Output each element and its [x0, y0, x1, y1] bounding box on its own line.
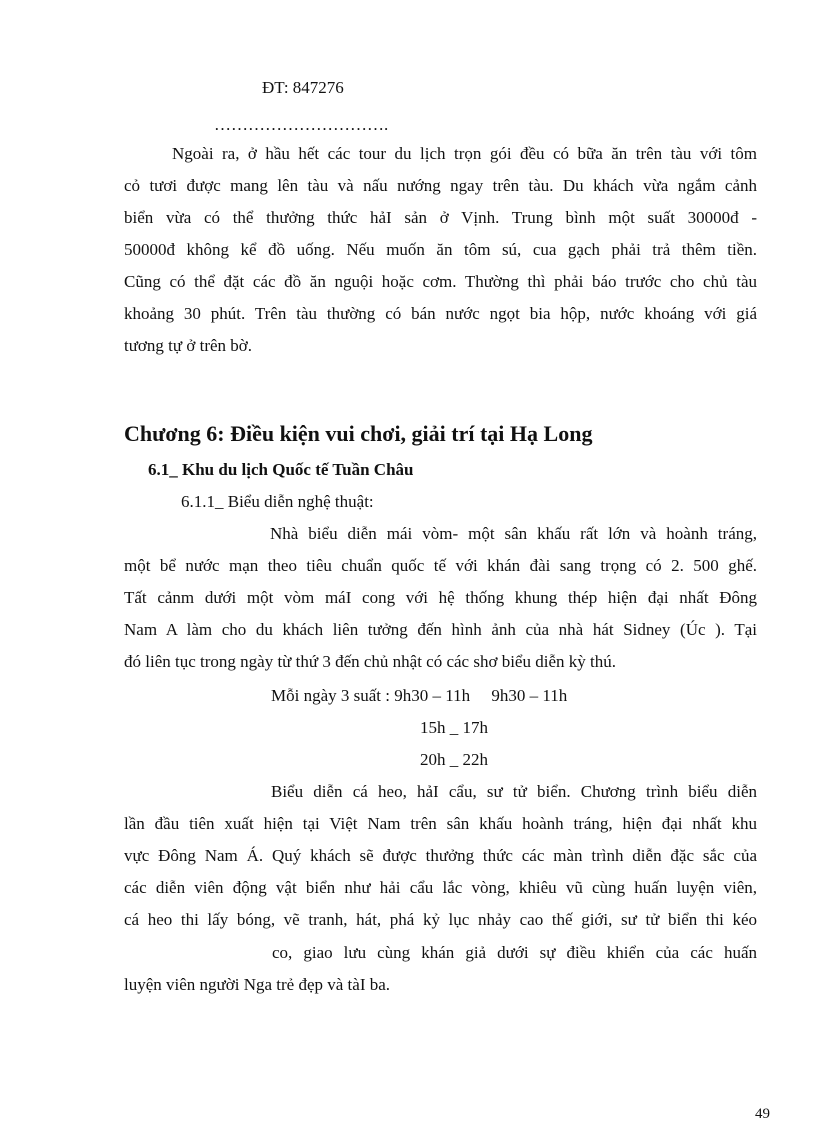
contact-phone: ĐT: 847276 [262, 78, 344, 97]
schedule-line-3: 20h _ 22h [420, 750, 488, 769]
para3-line-1: Biểu diễn cá heo, hảI cẩu, sư tử biển. Chương trình biểu diễn [271, 782, 757, 801]
para3-line-4: các diễn viên động vật biển như hải cẩu lắc vòng, khiêu vũ cùng huấn luyện viên, [124, 878, 757, 897]
schedule-line-1: Mỗi ngày 3 suất : 9h30 – 11h 9h30 – 11h [271, 686, 568, 705]
schedule-line-2: 15h _ 17h [420, 718, 488, 737]
para1-line-2: cỏ tươi được mang lên tàu và nấu nướng ngay trên tàu. Du khách vừa ngắm cảnh [124, 176, 757, 195]
chapter-title: Chương 6: Điều kiện vui chơi, giải trí tại Hạ Long [124, 421, 593, 446]
para3-line-5: cá heo thi lấy bóng, vẽ tranh, hát, phá kỷ lục nhảy cao thế giới, sư tử biển thi kéo [124, 910, 757, 929]
para3-line-3: vực Đông Nam Á. Quý khách sẽ được thưởng thức các màn trình diễn đặc sắc của [124, 846, 757, 865]
page-number: 49 [755, 1106, 770, 1122]
para3-line-7: luyện viên người Nga trẻ đẹp và tàI ba. [124, 975, 391, 994]
para1-line-7: tương tự ở trên bờ. [124, 336, 253, 355]
contact-dots: …………………………. [214, 115, 389, 134]
para1-line-1: Ngoài ra, ở hầu hết các tour du lịch trọn gói đều có bữa ăn trên tàu với tôm [172, 144, 757, 163]
para1-line-5: Cũng có thể đặt các đồ ăn nguội hoặc cơm. Thường thì phải báo trước cho chủ tàu [124, 272, 757, 291]
para3-line-6: co, giao lưu cùng khán giả dưới sự điều khiển của các huấn [272, 943, 757, 962]
para2-line-1: Nhà biểu diễn mái vòm- một sân khấu rất lớn và hoành tráng, [270, 524, 757, 543]
para2-line-3: Tất cảnm dưới một vòm máI cong với hệ thống khung thép hiện đại nhất Đông [124, 588, 757, 607]
para3-line-2: lần đầu tiên xuất hiện tại Việt Nam trên sân khấu hoành tráng, hiện đại nhất khu [124, 814, 757, 833]
section-title: 6.1_ Khu du lịch Quốc tế Tuần Châu [148, 460, 414, 479]
para1-line-3: biển vừa có thể thưởng thức hảI sản ở Vịnh. Trung bình một suất 30000đ - [124, 208, 757, 227]
para1-line-4: 50000đ không kể đồ uống. Nếu muốn ăn tôm sú, cua gạch phải trả thêm tiền. [124, 240, 757, 259]
para2-line-2: một bể nước mạn theo tiêu chuẩn quốc tế với khán đài sang trọng có 2. 500 ghế. [124, 556, 757, 575]
para2-line-5: đó liên tục trong ngày từ thứ 3 đến chủ nhật có các shơ biểu diễn kỳ thú. [124, 652, 616, 671]
para1-line-6: khoảng 30 phút. Trên tàu thường có bán nước ngọt bia hộp, nước khoáng với giá [124, 304, 757, 323]
subsection-title: 6.1.1_ Biểu diễn nghệ thuật: [181, 492, 374, 511]
para2-line-4: Nam A làm cho du khách liên tưởng đến hình ảnh của nhà hát Sidney (Úc ). Tại [124, 620, 757, 639]
